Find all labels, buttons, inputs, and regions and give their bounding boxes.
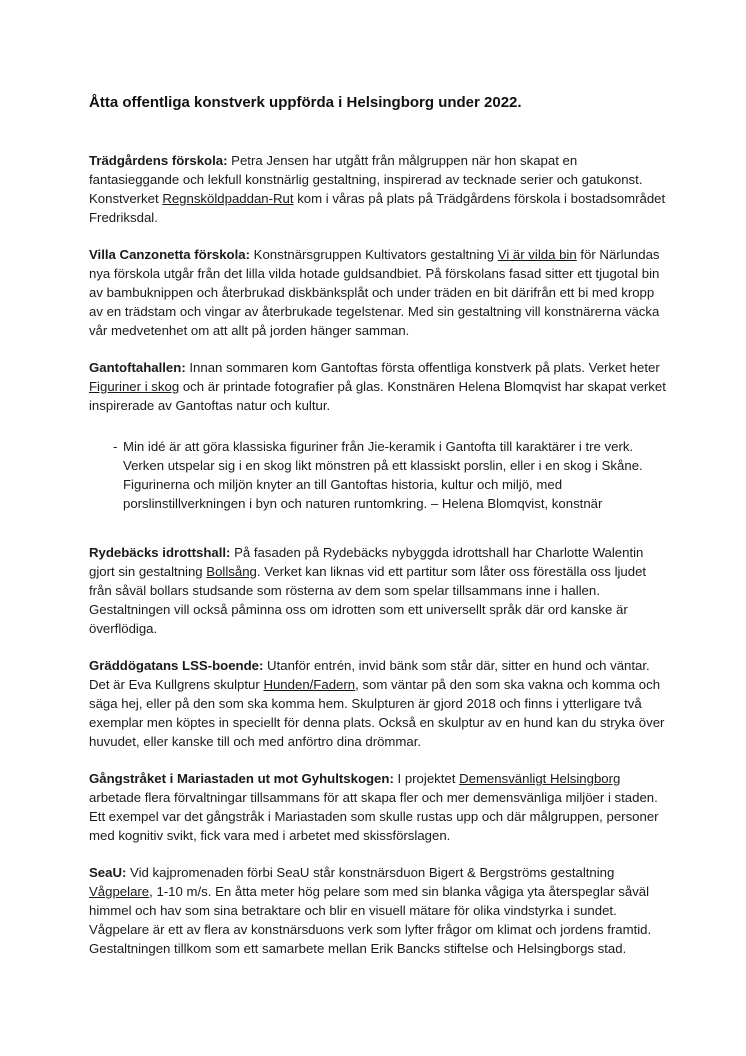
artwork-link-bollsang[interactable]: Bollsång: [206, 564, 257, 579]
section-label: Trädgårdens förskola:: [89, 153, 228, 168]
paragraph-text: På fasaden på Rydebäcks nybyggda idrottshall har Charlotte Walentin gjort sin gestaltning: [89, 545, 644, 579]
paragraph: [89, 245, 666, 340]
paragraph-text: och är printade fotografier på glas. Konstnären Helena Blomqvist har skapat verket inspirerade av Gantoftas natur och kultur.: [89, 379, 666, 413]
paragraph-text: Konstnärsgruppen Kultivators gestaltning: [249, 247, 498, 262]
project-link-demensvanligt-helsingborg[interactable]: Demensvänligt Helsingborg: [459, 771, 621, 786]
paragraph-text: Petra Jensen har utgått från målgruppen när hon skapat en fantasieggande och lekfull konstnärlig gestaltning, inspirerad av tecknade serier och gatukonst. Konstverket: [89, 153, 643, 206]
section-seau: [89, 863, 666, 958]
bullet-dash: -: [113, 439, 118, 454]
paragraph-text: , som väntar på den som ska vakna och komma och säga hej, eller på den som ska komma hem. Skulpturen är gjord 2018 och finns i ytterligare två exemplar men köptes in speciellt för denna plats. Också en skulptur av en hund kan du stryka över huvudet, eller kanske till och med anförtro dina drömmar.: [89, 677, 665, 749]
paragraph: [89, 543, 666, 638]
artist-quote: [89, 437, 666, 513]
artwork-link-figuriner-i-skog[interactable]: Figuriner i skog: [89, 379, 180, 394]
section-label: Rydebäcks idrottshall:: [89, 545, 231, 560]
section-label: SeaU:: [89, 865, 127, 880]
paragraph: [89, 358, 666, 415]
paragraph: [89, 863, 666, 958]
section-label: Gantoftahallen:: [89, 360, 186, 375]
paragraph-text: för Närlundas nya förskola utgår från det lilla vilda hotade guldsandbiet. På förskolans fasad sitter ett tjugotal bin av bambuknippen och återbrukad diskbänksplåt och under träden en bit därifrån ett bi med kropp av en trädstam och vingar av återbrukade tegelstenar. Med sin gestaltning vill konstnärerna väcka vår medvetenhet om att allt på jorden hänger samman.: [89, 247, 660, 338]
artwork-link-regnskoldpaddan-rut[interactable]: Regnsköldpaddan-Rut: [162, 191, 294, 206]
paragraph-text: Innan sommaren kom Gantoftas första offentliga konstverk på plats. Verket heter: [185, 360, 660, 375]
section-label: Gångstråket i Mariastaden ut mot Gyhultskogen:: [89, 771, 394, 786]
section-graddogatans-lss-boende: [89, 656, 666, 751]
artwork-link-vi-ar-vilda-bin[interactable]: Vi är vilda bin: [497, 247, 577, 262]
section-label: Gräddögatans LSS-boende:: [89, 658, 264, 673]
quote-text: Min idé är att göra klassiska figuriner från Jie-keramik i Gantofta till karaktärer i tre verk. Verken utspelar sig i en skog likt mönstren på ett klassiskt porslin, eller i en skog i Skåne. Figurinerna och miljön knyter an till Gantoftas historia, kultur och miljö, med porslinstillverkningen i byn och naturen runtomkring. – Helena Blomqvist, konstnär: [123, 439, 643, 511]
paragraph-text: kom i våras på plats på Trädgårdens förskola i bostadsområdet Fredriksdal.: [89, 191, 666, 225]
paragraph: [89, 769, 666, 845]
artwork-link-vagpelare[interactable]: Vågpelare: [89, 884, 150, 899]
section-label: Villa Canzonetta förskola:: [89, 247, 250, 262]
paragraph: [89, 656, 666, 751]
paragraph-text: arbetade flera förvaltningar tillsammans för att skapa fler och mer demensvänliga miljöer i staden. Ett exempel var det gångstråk i Mariastaden som skulle rustas upp och där målgruppen, personer med kognitiv svikt, fick vara med i arbetet med skissförslagen.: [89, 790, 659, 843]
paragraph-text: , 1-10 m/s. En åtta meter hög pelare som med sin blanka vågiga yta återspeglar såväl himmel och hav som sina betraktare och blir en visuell mätare för olika vindstyrka i sundet. Vågpelare är ett av flera av konstnärsduons verk som lyfter frågor om klimat och jordens framtid. Gestaltningen tillkom som ett samarbete mellan Erik Bancks stiftelse och Helsingborgs stad.: [89, 884, 652, 956]
section-rydebacks-idrottshall: [89, 543, 666, 638]
section-villa-canzonetta: [89, 245, 666, 340]
section-gangstraket-mariastaden: [89, 769, 666, 845]
section-gantoftahallen: [89, 358, 666, 415]
paragraph-text: Utanför entrén, invid bänk som står där, sitter en hund och väntar. Det är Eva Kullgrens skulptur: [89, 658, 650, 692]
artwork-link-hunden-fadern[interactable]: Hunden/Fadern: [263, 677, 356, 692]
section-tradgardens-forskola: [89, 151, 666, 227]
document-title: Åtta offentliga konstverk uppförda i Helsingborg under 2022.: [89, 94, 522, 111]
paragraph-text: I projektet: [393, 771, 460, 786]
paragraph: [89, 151, 666, 227]
paragraph-text: Vid kajpromenaden förbi SeaU står konstnärsduon Bigert & Bergströms gestaltning: [126, 865, 615, 880]
paragraph-text: . Verket kan liknas vid ett partitur som låter oss föreställa oss ljudet från såväl bollars studsande som rösterna av dem som spelar tillsammans inne i hallen. Gestaltningen vill också påminna oss om idrotten som ett universellt språk där ord kanske är överflödiga.: [89, 564, 647, 636]
